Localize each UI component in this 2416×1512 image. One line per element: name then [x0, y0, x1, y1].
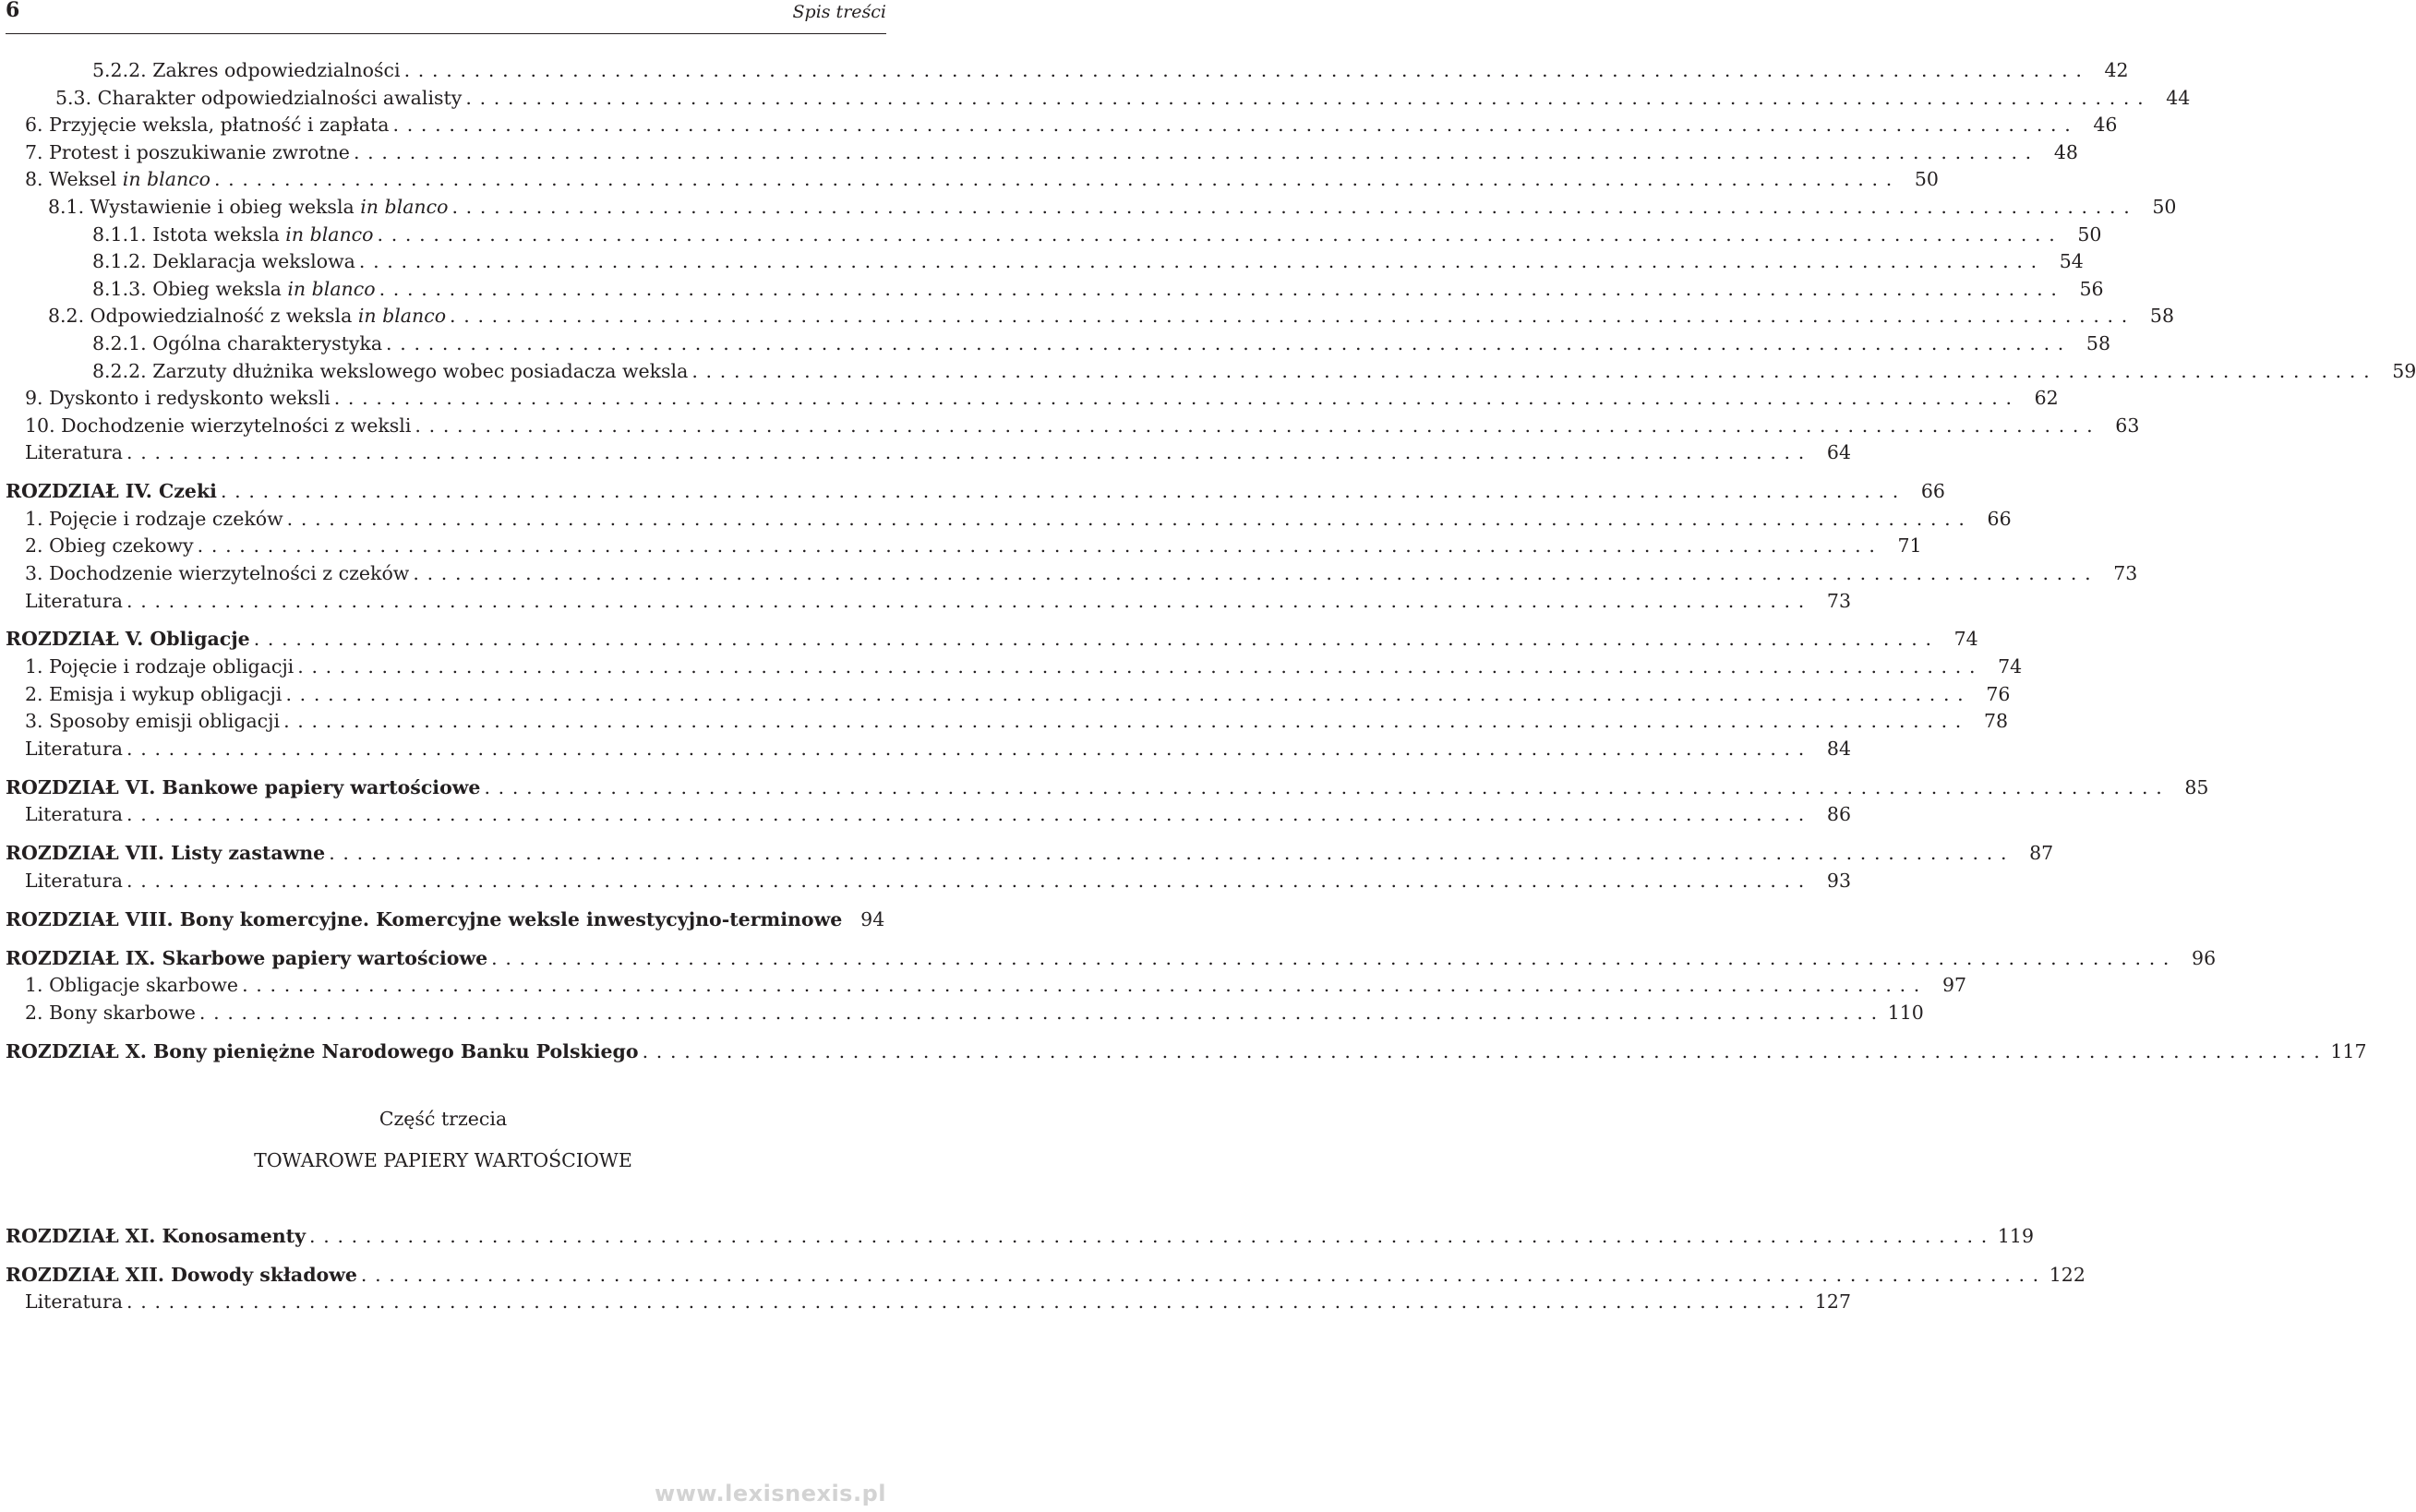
toc-entry-title	[6, 840, 329, 868]
toc-chapter-entry[interactable]	[6, 774, 2209, 802]
toc-entry-title-part: 8.1.2. Deklaracja wekslowa	[92, 250, 355, 273]
toc-entry-title-part: 7. Protest i poszukiwanie zwrotne	[25, 140, 350, 163]
toc-entry[interactable]	[6, 303, 2174, 330]
toc-entry-title	[48, 303, 450, 330]
dot-leader: ........................................................................................................................	[360, 1263, 2047, 1286]
toc-page-number: 66	[1920, 480, 1945, 503]
toc-entry[interactable]	[6, 112, 2118, 139]
toc-page-number: 117	[2330, 1039, 2367, 1062]
toc-entry-title-part: in blanco	[287, 277, 376, 300]
toc-entry-title-part: ROZDZIAŁ VII. Listy zastawne	[6, 842, 326, 865]
toc-chapter-entry[interactable]	[6, 1262, 2085, 1290]
toc-entry-title	[25, 385, 334, 413]
toc-entry-title	[25, 588, 126, 616]
table-of-contents	[6, 57, 2416, 1065]
toc-chapter-entry[interactable]	[6, 1223, 2034, 1251]
toc-entry-title-part: 6. Przyjęcie weksla, płatność i zapłata	[25, 114, 390, 137]
toc-entry[interactable]	[6, 57, 2129, 85]
dot-leader: ........................................................................................................................	[253, 628, 1940, 651]
toc-entry-title	[92, 330, 386, 358]
dot-leader: ........................................................................................................................	[450, 305, 2135, 328]
dot-leader: ........................................................................................................................	[286, 507, 1973, 530]
toc-entry[interactable]	[6, 868, 1851, 895]
toc-page-number: 50	[2152, 195, 2177, 218]
toc-entry-title	[25, 506, 287, 534]
toc-page-number: 46	[2093, 114, 2118, 137]
toc-page-number: 74	[1998, 655, 2023, 678]
dot-leader: ........................................................................................................................	[198, 1001, 1885, 1024]
toc-entry-title-part: ROZDZIAŁ XI. Konosamenty	[6, 1225, 307, 1247]
toc-entry-title-part: in blanco	[122, 168, 210, 191]
dot-leader: ........................................................................................................................	[333, 387, 2020, 410]
toc-entry-title	[25, 533, 198, 560]
running-title: Spis treści	[792, 2, 886, 22]
toc-entry-title-part: 10. Dochodzenie wierzytelności z weksli	[25, 414, 412, 437]
toc-page-number: 63	[2115, 414, 2140, 437]
toc-entry-title-part: 8.2. Odpowiedzialność z weksla	[48, 305, 358, 328]
toc-entry[interactable]	[6, 166, 1939, 194]
toc-entry-title-part: 9. Dyskonto i redyskonto weksli	[25, 387, 331, 410]
toc-page-number: 71	[1897, 534, 1922, 558]
table-of-contents-part-three	[6, 1223, 2085, 1316]
dot-leader: ........................................................................................................................	[309, 1225, 1995, 1247]
toc-entry-title-part: 8. Weksel	[25, 168, 123, 191]
toc-page-number: 86	[1826, 803, 1851, 826]
dot-leader: ........................................................................................................................	[377, 222, 2063, 246]
toc-entry[interactable]	[6, 708, 2009, 736]
toc-page-number: 122	[2049, 1263, 2085, 1286]
part-label: Część trzecia	[379, 1108, 508, 1130]
toc-entry[interactable]	[6, 139, 2078, 167]
toc-entry-title	[6, 906, 846, 934]
dot-leader: ........................................................................................................................	[126, 803, 1812, 826]
dot-leader: ........................................................................................................................	[386, 331, 2073, 354]
toc-chapter-entry[interactable]	[6, 840, 2054, 868]
dot-leader: ........................................................................................................................	[213, 168, 1900, 191]
toc-entry-title-part: Literatura	[25, 803, 124, 826]
toc-entry[interactable]	[6, 972, 1967, 1000]
toc-entry-title-part: 8.1. Wystawienie i obieg weksla	[48, 195, 361, 218]
toc-page-number: 73	[2113, 561, 2138, 584]
dot-leader: ........................................................................................................................	[285, 682, 1972, 705]
toc-entry-title	[25, 413, 415, 440]
toc-entry-title	[6, 626, 254, 654]
dot-leader: ........................................................................................................................	[126, 1290, 1812, 1314]
toc-page-number: 94	[860, 907, 885, 930]
toc-entry[interactable]	[6, 681, 2011, 709]
toc-entry-title	[25, 139, 354, 167]
toc-entry-title-part: Literatura	[25, 737, 124, 760]
toc-entry-title	[25, 1289, 126, 1316]
toc-entry[interactable]	[6, 385, 2059, 413]
dot-leader: ........................................................................................................................	[126, 589, 1812, 612]
dot-leader: ........................................................................................................................	[415, 414, 2101, 437]
toc-entry-title-part: 2. Bony skarbowe	[25, 1001, 196, 1024]
toc-entry[interactable]	[6, 533, 1922, 560]
dot-leader: ........................................................................................................................	[297, 655, 1984, 678]
dot-leader: ........................................................................................................................	[392, 114, 2079, 137]
toc-entry[interactable]	[6, 654, 2023, 681]
toc-entry-title	[92, 57, 404, 85]
toc-entry-title-part: ROZDZIAŁ IX. Skarbowe papiery wartościowe	[6, 946, 488, 969]
toc-page-number: 50	[2077, 222, 2102, 246]
dot-leader: ........................................................................................................................	[353, 140, 2039, 163]
toc-entry-title	[6, 478, 221, 506]
toc-entry-title-part: 1. Obligacje skarbowe	[25, 974, 239, 997]
toc-page-number: 48	[2053, 140, 2078, 163]
dot-leader: ........................................................................................................................	[283, 710, 1970, 733]
toc-entry-title	[25, 736, 126, 763]
toc-page-number: 78	[1983, 710, 2009, 733]
dot-leader: ........................................................................................................................	[242, 974, 1929, 997]
toc-entry-title-part: ROZDZIAŁ XII. Dowody składowe	[6, 1263, 357, 1286]
publisher-watermark: www.lexisnexis.pl	[655, 1481, 886, 1506]
dot-leader: ........................................................................................................................	[126, 737, 1812, 760]
toc-page-number: 110	[1887, 1001, 1924, 1024]
dot-leader: ........................................................................................................................	[465, 86, 2152, 109]
toc-entry-title-part: ROZDZIAŁ VIII. Bony komercyjne. Komercyjne weksle inwestycyjno-terminowe	[6, 907, 843, 930]
toc-entry-title-part: Literatura	[25, 589, 124, 612]
toc-entry-title	[92, 276, 379, 304]
toc-page-number: 54	[2059, 250, 2084, 273]
toc-entry-title	[25, 560, 413, 588]
dot-leader: ........................................................................................................................	[197, 534, 1883, 558]
toc-entry[interactable]	[6, 85, 2191, 113]
dot-leader: ........................................................................................................................	[413, 561, 2099, 584]
toc-page-number: 96	[2192, 946, 2217, 969]
toc-entry-title-part: ROZDZIAŁ VI. Bankowe papiery wartościowe	[6, 775, 481, 798]
toc-page-number: 87	[2029, 842, 2054, 865]
toc-entry-title	[25, 868, 126, 895]
toc-entry-title	[6, 774, 484, 802]
toc-entry-title-part: 3. Dochodzenie wierzytelności z czeków	[25, 561, 410, 584]
toc-entry-title	[48, 194, 451, 222]
toc-chapter-entry[interactable]	[6, 1038, 2367, 1066]
toc-entry-title	[6, 1223, 309, 1251]
dot-leader: ........................................................................................................................	[642, 1039, 2328, 1062]
toc-entry-title-part: 2. Obieg czekowy	[25, 534, 194, 558]
toc-entry-title-part: in blanco	[357, 305, 447, 328]
toc-page-number: 93	[1826, 869, 1851, 892]
toc-entry[interactable]	[6, 439, 1851, 467]
toc-entry[interactable]	[6, 588, 1851, 616]
toc-entry[interactable]	[6, 1289, 1851, 1316]
toc-entry-title-part: ROZDZIAŁ IV. Czeki	[6, 480, 217, 503]
toc-page-number: 74	[1953, 628, 1978, 651]
dot-leader: ........................................................................................................................	[220, 480, 1906, 503]
toc-entry[interactable]	[6, 222, 2102, 249]
toc-entry-title	[92, 358, 691, 386]
toc-page-number: 119	[1997, 1225, 2034, 1247]
dot-leader: ........................................................................................................................	[491, 946, 2178, 969]
toc-chapter-entry[interactable]	[6, 626, 1978, 654]
dot-leader: ........................................................................................................................	[403, 59, 2090, 81]
page-number: 6	[6, 0, 20, 22]
toc-entry-title-part: 8.2.1. Ogólna charakterystyka	[92, 331, 383, 354]
dot-leader: ........................................................................................................................	[451, 195, 2138, 218]
toc-page-number: 50	[1914, 168, 1939, 191]
toc-entry[interactable]	[6, 801, 1851, 829]
toc-entry-title-part: ROZDZIAŁ X. Bony pieniężne Narodowego Banku Polskiego	[6, 1039, 639, 1062]
toc-entry-title-part: 2. Emisja i wykup obligacji	[25, 682, 282, 705]
toc-page-number: 56	[2079, 277, 2104, 300]
toc-entry[interactable]	[6, 560, 2138, 588]
toc-page-number: 59	[2392, 359, 2416, 382]
toc-entry-title-part: in blanco	[360, 195, 449, 218]
toc-entry-title-part: 8.1.3. Obieg weksla	[92, 277, 288, 300]
toc-entry[interactable]	[6, 506, 2012, 534]
toc-entry-title-part: in blanco	[285, 222, 374, 246]
part-title: TOWAROWE PAPIERY WARTOŚCIOWE	[254, 1149, 632, 1171]
toc-entry-title	[25, 708, 283, 736]
toc-page-number: 84	[1826, 737, 1851, 760]
toc-page-number: 66	[1987, 507, 2012, 530]
toc-entry-title	[92, 222, 378, 249]
toc-entry[interactable]	[6, 276, 2104, 304]
toc-entry-title	[25, 112, 393, 139]
dot-leader: ........................................................................................................................	[126, 441, 1812, 464]
dot-leader: ........................................................................................................................	[484, 775, 2170, 798]
toc-page-number: 76	[1986, 682, 2011, 705]
toc-entry-title-part: 5.2.2. Zakres odpowiedzialności	[92, 59, 401, 81]
toc-chapter-entry[interactable]	[6, 478, 1945, 506]
toc-entry[interactable]	[6, 330, 2111, 358]
toc-entry-title-part: ROZDZIAŁ V. Obligacje	[6, 628, 250, 651]
toc-entry-title-part: 8.1.1. Istota weksla	[92, 222, 286, 246]
toc-page-number: 42	[2104, 59, 2129, 81]
toc-page-number: 58	[2085, 331, 2111, 354]
toc-entry-title	[25, 972, 242, 1000]
dot-leader: ........................................................................................................................	[329, 842, 2015, 865]
toc-page-number: 64	[1826, 441, 1851, 464]
toc-entry-title	[92, 248, 359, 276]
toc-entry-title-part: 3. Sposoby emisji obligacji	[25, 710, 281, 733]
toc-entry-title-part: 1. Pojęcie i rodzaje czeków	[25, 507, 283, 530]
toc-entry-title	[25, 1000, 199, 1027]
toc-chapter-entry[interactable]	[6, 906, 885, 934]
toc-entry-title	[25, 166, 214, 194]
toc-entry[interactable]	[6, 1000, 1924, 1027]
toc-entry-title-part: Literatura	[25, 441, 124, 464]
toc-entry[interactable]	[6, 736, 1851, 763]
toc-entry[interactable]	[6, 413, 2140, 440]
toc-page-number: 62	[2034, 387, 2059, 410]
toc-page-number: 58	[2149, 305, 2174, 328]
toc-entry-title	[25, 801, 126, 829]
toc-page-number: 44	[2166, 86, 2191, 109]
toc-entry-title	[6, 1262, 361, 1290]
toc-chapter-entry[interactable]	[6, 945, 2217, 973]
toc-entry-title-part: Literatura	[25, 1290, 124, 1314]
toc-entry-title	[25, 439, 126, 467]
toc-page-number: 73	[1826, 589, 1851, 612]
dot-leader: ........................................................................................................................	[691, 359, 2378, 382]
toc-entry-title-part: 1. Pojęcie i rodzaje obligacji	[25, 655, 294, 678]
toc-entry[interactable]	[6, 248, 2084, 276]
dot-leader: ........................................................................................................................	[358, 250, 2045, 273]
dot-leader: ........................................................................................................................	[379, 277, 2065, 300]
toc-entry-title	[55, 85, 465, 113]
toc-entry-title	[6, 945, 491, 973]
toc-entry-title	[25, 681, 285, 709]
toc-entry-title	[25, 654, 297, 681]
toc-entry[interactable]	[6, 358, 2416, 386]
dot-leader: ........................................................................................................................	[126, 869, 1812, 892]
page-header	[6, 0, 886, 34]
toc-page-number: 127	[1814, 1290, 1851, 1314]
toc-entry[interactable]	[6, 194, 2177, 222]
toc-page-number: 85	[2184, 775, 2209, 798]
toc-entry-title	[6, 1038, 643, 1066]
toc-entry-title-part: Literatura	[25, 869, 124, 892]
toc-entry-title-part: 8.2.2. Zarzuty dłużnika wekslowego wobec posiadacza weksla	[92, 359, 689, 382]
toc-entry-title-part: 5.3. Charakter odpowiedzialności awalisty	[55, 86, 463, 109]
toc-page-number: 97	[1941, 974, 1967, 997]
